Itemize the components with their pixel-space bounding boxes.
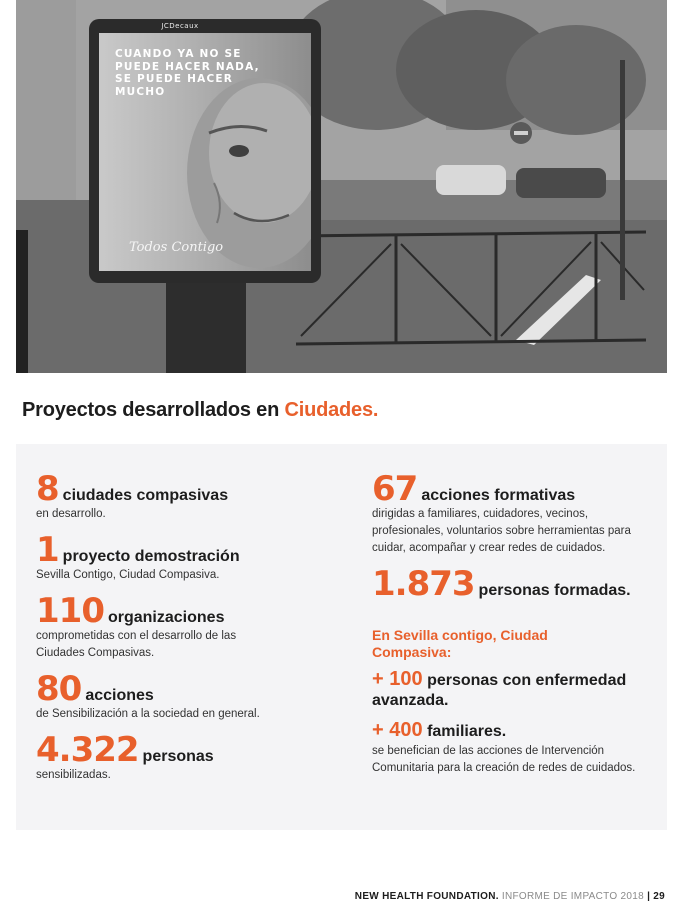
stat-label: ciudades compasivas xyxy=(62,487,229,504)
stat-description: de Sensibilización a la sociedad en general. xyxy=(36,708,260,720)
heading-accent: Ciudades. xyxy=(284,399,379,421)
poster xyxy=(99,33,311,271)
stat-label: proyecto demostración xyxy=(62,548,240,565)
stat-label: organizaciones xyxy=(107,609,225,626)
hero-photo xyxy=(16,0,667,373)
stat-description: en desarrollo. xyxy=(36,508,106,520)
stat-acciones-formativas xyxy=(372,469,647,557)
stat-description: dirigidas a familiares, cuidadores, vecinos, profesionales, voluntarios sobre herramientas para cuidar, acompañar y crear redes de cuidados. xyxy=(372,508,631,554)
stat-personas xyxy=(36,730,336,784)
stat-number: + 100 xyxy=(372,668,423,690)
stat-personas-enfermedad xyxy=(372,669,647,711)
stat-description: se benefician de las acciones de Intervención Comunitaria para la creación de redes de cuidados. xyxy=(372,745,636,774)
stat-number: 8 xyxy=(36,469,59,509)
stat-description: sensibilizadas. xyxy=(36,769,111,781)
poster-signature: Todos Contigo xyxy=(129,240,224,255)
stat-label: personas formadas. xyxy=(478,582,631,599)
footer-brand: NEW HEALTH FOUNDATION. xyxy=(354,891,499,902)
stat-number: + 400 xyxy=(372,719,423,741)
stat-personas-formadas xyxy=(372,564,647,604)
footer-report: INFORME DE IMPACTO 2018 xyxy=(498,891,648,902)
stat-label: personas con enfermedad avanzada. xyxy=(372,672,627,709)
page-number: 29 xyxy=(653,891,665,902)
stat-familiares xyxy=(372,719,647,777)
stat-proyecto xyxy=(36,530,336,584)
stat-organizaciones xyxy=(36,591,336,662)
page-footer xyxy=(355,891,665,902)
heading-prefix: Proyectos desarrollados en xyxy=(22,399,285,421)
poster-slogan: CUANDO YA NO SE PUEDE HACER NADA, SE PUEDE HACER MUCHO xyxy=(115,48,260,98)
left-column xyxy=(36,469,336,794)
stat-number: 80 xyxy=(36,669,82,709)
stat-ciudades xyxy=(36,469,336,523)
right-column xyxy=(372,469,647,777)
stat-label: familiares. xyxy=(427,723,507,740)
stat-description: comprometidas con el desarrollo de las Ciudades Compasivas. xyxy=(36,630,237,659)
footer-separator: | xyxy=(647,891,654,902)
section-heading xyxy=(22,399,378,422)
stat-acciones xyxy=(36,669,336,723)
stats-panel xyxy=(16,444,667,830)
stat-number: 4.322 xyxy=(36,730,139,770)
stat-label: acciones xyxy=(85,687,154,704)
stat-number: 67 xyxy=(372,469,418,509)
stat-label: personas xyxy=(142,748,214,765)
stat-description: Sevilla Contigo, Ciudad Compasiva. xyxy=(36,569,220,581)
sevilla-heading: En Sevilla contigo, Ciudad Compasiva: xyxy=(372,627,548,660)
stat-label: acciones formativas xyxy=(421,487,576,504)
stat-number: 110 xyxy=(36,591,104,631)
stat-number: 1.873 xyxy=(372,564,475,604)
stat-number: 1 xyxy=(36,530,59,570)
billboard-brand: JCDecaux xyxy=(161,22,199,30)
